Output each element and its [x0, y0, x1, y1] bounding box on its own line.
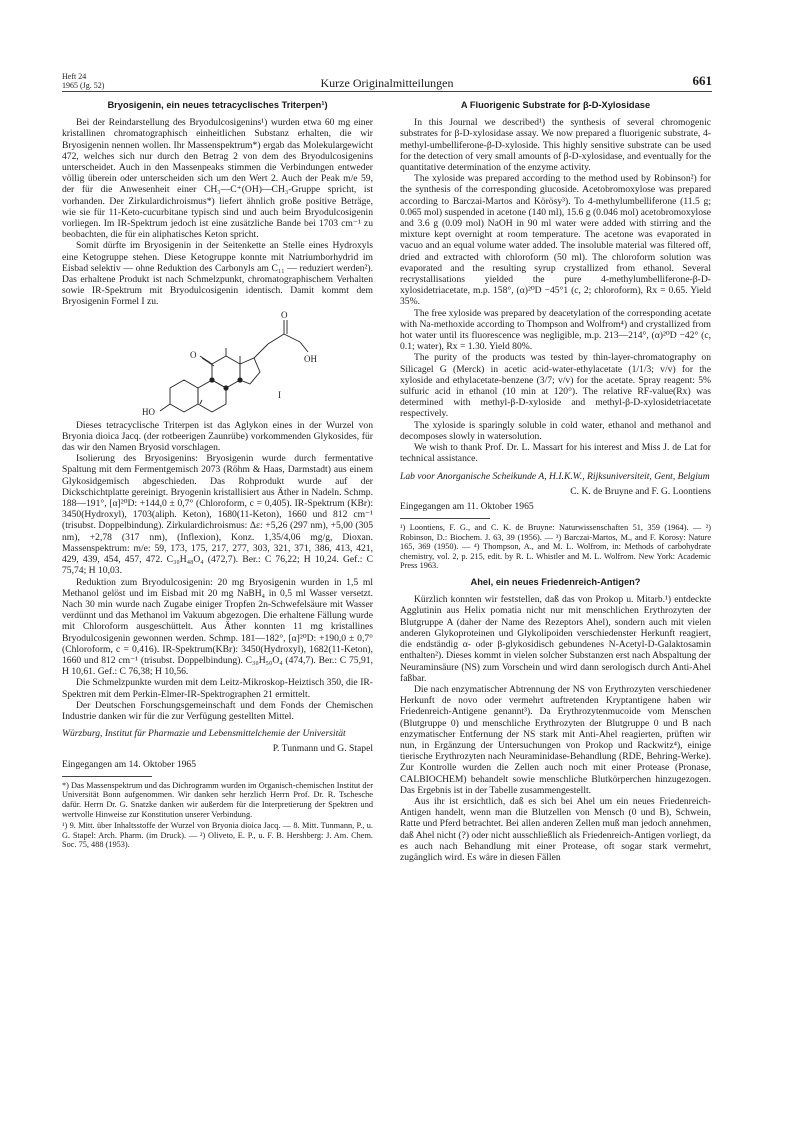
page-number: 661 — [692, 73, 712, 88]
paragraph: Reduktion zum Bryodulcosigenin: 20 mg Bryosigenin wurden in 1,5 ml Methanol gelöst und im Eisbad mit 20 mg NaBH₄ in 0,5 ml Wasser versetzt. Nach 30 min wurde nach Zugabe einiger Tropfen 2n-Schwefelsäure mit Wasser verdünnt und das Methanol im Vakuum abgezogen. Die erhaltene Fällung wurde mit Chloroform ausgeschüttelt. Aus Äther konnten 11 mg kristallines Bryodulcosigenin gewonnen werden. Schmp. 181—182°, [α]²⁰D: +190,0 ± 0,7° (Chloroform, c = 0,416). IR-Spektrum(KBr): 3450(Hydroxyl), 1682(11-Keton), 1660 und 812 cm⁻¹ (trisubst. Doppelbindung). C₃₀H₅₀O₄ (474,7). Ber.: C 75,91, H 10,61. Gef.: C 76,38; H 10,56. — [62, 576, 373, 678]
paragraph: The free xyloside was prepared by deacetylation of the corresponding acetate with Na-methoxide according to Thompson and Wolfrom⁴) and crystallized from hot water until its fluorescence was negligible, m.p. 213—214°, (α)²⁰D −42° (c, 0.1; water), Rx = 1.30. Yield 80%. — [400, 307, 712, 353]
footnote-rule — [62, 776, 152, 777]
article-title-bryosigenin: Bryosigenin, ein neues tetracyclisches Triterpen¹) — [107, 100, 328, 110]
author-address: Würzburg, Institut für Pharmazie und Lebensmittelchemie der Universität — [62, 728, 346, 740]
atom-ho: HO — [142, 406, 155, 417]
triterpene-structure-diagram — [128, 308, 318, 420]
author-names: C. K. de Bruyne and F. G. Loontiens — [570, 485, 711, 497]
structure-formula — [62, 308, 373, 420]
received-date: Eingegangen am 11. Oktober 1965 — [400, 500, 534, 512]
header-rule — [62, 91, 712, 92]
author-names: P. Tunmann und G. Stapel — [272, 743, 373, 755]
footnote-references: ¹) Loontiens, F. G., and C. K. de Bruyne: Naturwissenschaften 51, 359 (1964). — ²) Robinson, D.: Biochem. J. 63, 39 (1956). — ³) Barczai-Martos, M., and F. Korosy: Nature 165, 369 (1950). — ⁴) Thompson, A., and M. L. Wolfrom, in: Methods of carbohydrate chemistry, vol. 2, p. 215, edit. by R. L. Whistler and M. L. Wolfrom. New York: Academic Press 1963. — [400, 523, 711, 571]
atom-o-left: O — [190, 349, 197, 360]
paragraph: In this Journal we described¹) the synthesis of several chromogenic substrates for β-D-xylosidase assay. We now prepared a fluorigenic substrate, 4-methyl-umbelliferone-β-D-xyloside. This highly sensitive substrate can be used for the detection of very small amounts of β-D-xylosidase, and eventually for the quantitative determination of the enzyme activity. — [400, 117, 711, 174]
formula-label: I — [278, 389, 281, 400]
atom-oh: OH — [304, 353, 317, 364]
paragraph: Aus ihr ist ersichtlich, daß es sich bei Ahel um ein neues Friedenreich-Antigen handelt, wenn man die Blutzellen von Mensch (0 und B), Schwein, Ratte und Pferd betrachtet. Bei allen anderen Zellen muß man jedoch annehmen, daß Ahel nicht (?) oder nicht ausschließlich als Friedenreich-Antigen vorliegt, da es auch nach Behandlung mit einer Protease, oft sogar stark vermehrt, zugänglich wird. Es wäre in diesen Fällen — [400, 795, 711, 863]
page-header — [62, 72, 712, 102]
paragraph: Der Deutschen Forschungsgemeinschaft und dem Fonds der Chemischen Industrie danken wir für die zur Verfügung gestellten Mittel. — [62, 699, 373, 722]
paragraph: We wish to thank Prof. Dr. L. Massart for his interest and Miss J. de Lat for technical assistance. — [400, 442, 711, 465]
paragraph: Somit dürfte im Bryosigenin in der Seitenkette an Stelle eines Hydroxyls eine Ketogruppe stehen. Diese Ketogruppe konnte mit Natriumborhydrid im Eisbad selektiv — ohne Reduktion des Carbonyls am C₁₁ — reduziert werden²). Das erhaltene Produkt ist nach Schmelzpunkt, chromatographischem Verhalten sowie IR-Spektrum mit Bryodulcosigenin identisch. Damit kommt dem Bryosigenin Formel I zu. — [62, 240, 373, 308]
paragraph: Die Schmelzpunkte wurden mit dem Leitz-Mikroskop-Heiztisch 350, die IR-Spektren mit dem Perkin-Elmer-IR-Spektrographen 21 ermittelt. — [62, 677, 373, 700]
journal-section: Kurze Originalmitteilungen — [320, 76, 454, 90]
atom-o-top: O — [281, 309, 288, 320]
paragraph: Die nach enzymatischer Abtrennung der NS von Erythrozyten verschiedener Herkunft de novo oder vermehrt auftretenden Kryptantigene haben wir Friedenreich-Antigene genannt³). Da Erythrozytenmucoide vom Menschen (Blutgruppe 0) und menschliche Erythrozyten der Blutgruppe 0 und B nach enzymatischer Entfernung der NS stark mit Anti-Ahel reagierten, prüften wir nun, in Ergänzung der Untersuchungen von Prokop und Rackwitz⁴), einige tierische Erythrozyten nach Neuraminidase-Behandlung (RDE, Behring-Werke). Zur Kontrolle wurden die Zellen auch noch mit einer Protease (Pronase, CALBIOCHEM) behandelt sowie menschliche Blutkörperchen hinzugezogen. Das Ergebnis ist in der Tabelle zusammengestellt. — [400, 683, 711, 796]
footnote-rule — [400, 518, 490, 519]
paragraph: The xyloside was prepared according to the method used by Robinson²) for the synthesis of the corresponding glucoside. Acetobromoxylose was prepared according to Barczai-Martos and Körösy³). To 4-methylumbelliferone (11.5 g; 0.065 mol) suspended in acetone (140 ml), 15.6 g (0.046 mol) acetobromoxylose and 3.6 g (0.09 mol) NaOH in 90 ml water were added with stirring and the mixture kept overnight at room temperature. The acetone was evaporated in vacuo and an equal volume water added. The insoluble material was filtered off, dried and extracted with chloroform (50 ml). The chloroform solution was evaporated and the resulting syrup crystallized from ethanol. Several recrystallisations yielded the pure 4-methylumbelliferone-β-D-xylosidetriacetate, m.p. 158°, (α)²⁰D −45°1 (c, 2; chloroform), Rx = 0.65. Yield 35%. — [400, 173, 711, 308]
right-column — [400, 100, 711, 863]
author-address: Lab voor Anorganische Scheikunde A, H.I.K.W., Rijksuniversiteit, Gent, Belgium — [400, 470, 710, 482]
issue-number: Heft 24 — [62, 72, 87, 81]
footnote-references: ¹) 9. Mitt. über Inhaltsstoffe der Wurzel von Bryonia dioica Jacq. — 8. Mitt. Tunmann, P., u. G. Stapel: Arch. Pharm. (im Druck). — ²) Oliveto, E. P., u. F. B. Hershberg: J. Am. Chem. Soc. 75, 488 (1953). — [62, 821, 373, 850]
left-column — [62, 100, 373, 850]
article-title-xylosidase: A Fluorigenic Substrate for β-D-Xylosidase — [460, 100, 651, 110]
article-title-ahel: Ahel, ein neues Friedenreich-Antigen? — [470, 577, 641, 588]
paragraph: The xyloside is sparingly soluble in cold water, ethanol and methanol and decomposes slowly in watersolution. — [400, 419, 711, 442]
paragraph: Bei der Reindarstellung des Bryodulcosigenins¹) wurden etwa 60 mg einer kristallinen chromatographisch einheitlichen Substanz erhalten, die wir Bryosigenin nennen wollen. Ihr Massenspektrum*) ergab das Molekulargewicht 472, welches sich nur durch den Betrag 2 von dem des Bryodulcosigenins unterscheidet. Auch in den Massenpeaks stimmen die Verbindungen entweder völlig überein oder unterscheiden sich um den Wert 2. Auch der Peak m/e 59, der für die Anwesenheit einer CH₃—C⁺(OH)—CH₃-Gruppe spricht, ist vorhanden. Der Zirkulardichroismus*) liefert ähnlich große positive Beträge, wie sie für 11-Keto-cucurbitane typisch sind und auch beim Bryodulcosigenin vorliegen. Im IR-Spektrum jedoch ist eine zusätzliche Bande bei 1703 cm⁻¹ zu beobachten, die für ein aliphatisches Keton spricht. — [62, 117, 373, 241]
paragraph: Dieses tetracyclische Triterpen ist das Aglykon eines in der Wurzel von Bryonia dioica Jacq. (der rotbeerigen Zaunrübe) vorkommenden Glykosides, für das wir den Namen Bryosid vorschlagen. — [62, 419, 373, 454]
issue-year: 1965 (Jg. 52) — [62, 81, 105, 90]
paragraph: The purity of the products was tested by thin-layer-chromatography on Silicagel G (Merck) in acetic acid-water-ethylacetate (1/1/3; v/v) for the xyloside and ethylacetate-benzene (3/7; v/v) for the acetate. Spray reagent: 5% sulfuric acid in ethanol (10 min at 120°). The relative RF-value(Rx) was determined with methyl-β-D-xyloside and methyl-β-D-xylosidetriacetate respectively. — [400, 352, 711, 420]
footnote: *) Das Massenspektrum und das Dichrogramm wurden im Organisch-chemischen Institut der Universität Bonn aufgenommen. Wir danken sehr herzlich Herrn Prof. Dr. R. Tschesche dafür. Herrn Dr. G. Snatzke danken wir außerdem für die Interpretierung der Spektren und wertvolle Hinweise zur Konstitution unserer Verbindung. — [62, 780, 373, 819]
paragraph: Isolierung des Bryosigenins: Bryosigenin wurde durch fermentative Spaltung mit dem Fermentgemisch 2073 (Röhm & Haas, Darmstadt) aus einem Glykosidgemisch abgeschieden. Das Rohprodukt wurde auf der Dickschichtplatte gereinigt. Bryogenin kristallisiert aus Äther in Nadeln. Schmp. 188—191°, [α]²⁰D: +144,0 ± 0,7° (Chloroform, c = 0,405). IR-Spektrum (KBr): 3450(Hydroxyl), 1703(aliph. Keton), 1680(11-Keton), 1660 und 812 cm⁻¹ (trisubst. Doppelbindung). Zirkulardichroismus: Δε: +5,26 (297 nm), +5,00 (305 nm), +2,78 (317 nm), (Inflexion), Konz. 1,35/4,06 mg/g, Dioxan. Massenspektrum: m/e: 59, 173, 175, 217, 277, 303, 321, 371, 386, 413, 421, 429, 439, 454, 457, 472. C₃₀H₄₈O₄ (472,7). Ber.: C 76,22; H 10,24. Gef.: C 75,74; H 10,03. — [62, 453, 373, 577]
paragraph: Kürzlich konnten wir feststellen, daß das von Prokop u. Mitarb.¹) entdeckte Agglutinin aus Helix pomatia nicht nur mit menschlichen Erythrozyten der Blutgruppe A (daher der Name des Rezeptors Ahel), sondern auch mit vielen anderen Glykoproteinen und Glykolipoiden verschiedenster Herkunft reagiert, die endständig α- oder β-glykosidisch gebundenes N-Acetyl-D-Galaktosamin enthalten²). Dieses kommt in vielen solcher Substanzen erst nach Abspaltung der Neuraminsäure (NS) zum Vorschein und wird dann serologisch durch Anti-Ahel faßbar. — [400, 594, 711, 684]
received-date: Eingegangen am 14. Oktober 1965 — [62, 758, 197, 770]
